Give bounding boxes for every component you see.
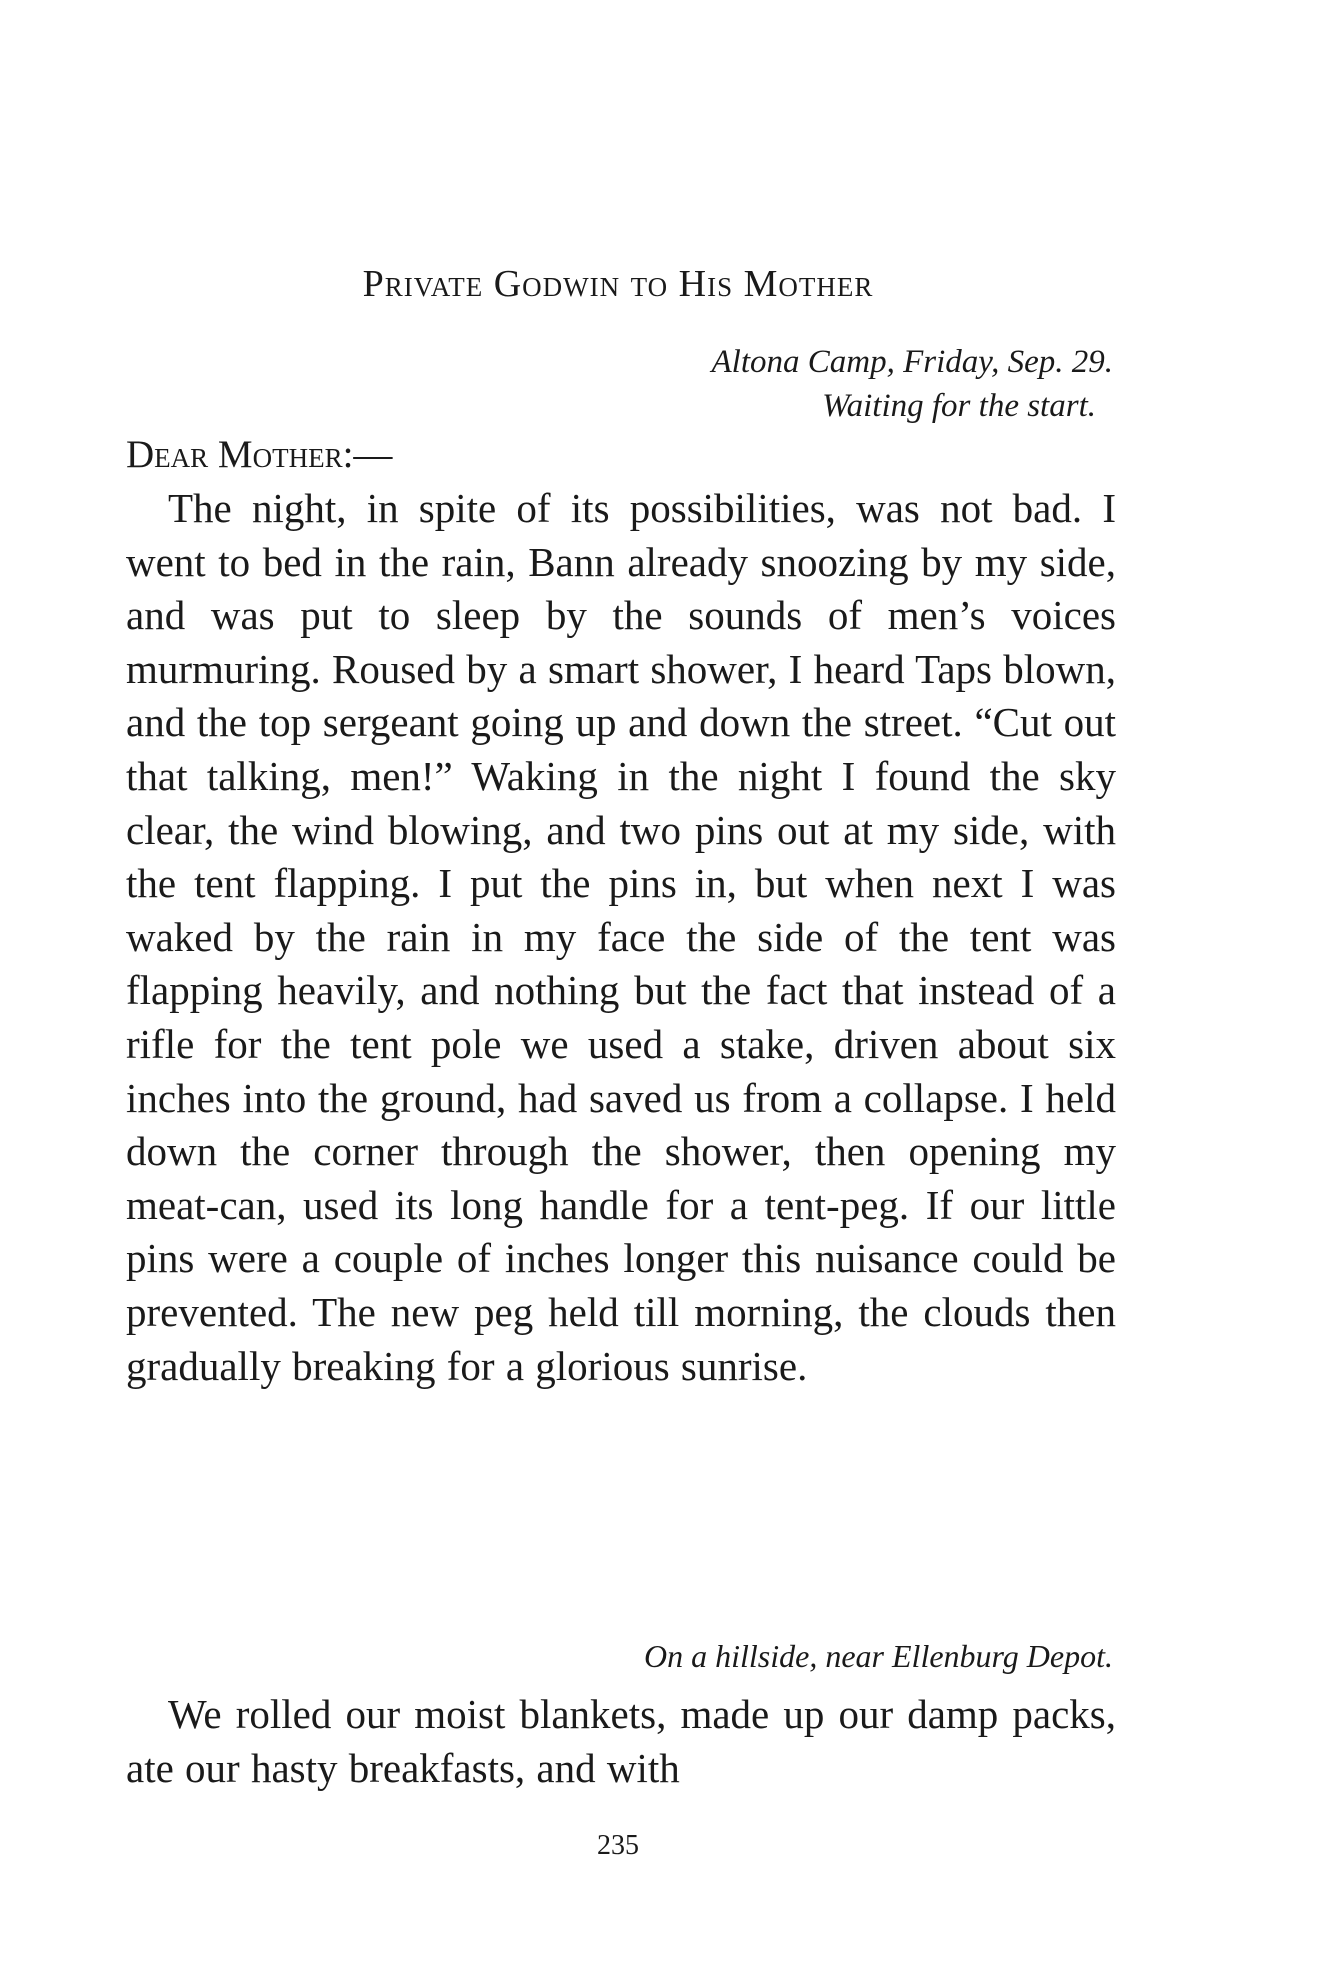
letter-salutation: Dear Mother:— — [126, 433, 393, 476]
letter-dateline-place: Altona Camp, Friday, Sep. 29. — [711, 344, 1113, 380]
section-dateline: On a hillside, near Ellenburg Depot. — [644, 1638, 1113, 1674]
page-number: 235 — [597, 1830, 639, 1861]
page-title: Private Godwin to His Mother — [362, 263, 874, 305]
letter-paragraph-1: The night, in spite of its possibilities, was not bad. I went to bed in the rain, Bann already snoozing by my side, and was put to sleep by the sounds of men’s voices murmuring. Roused by a smart shower, I heard Taps blown, and the top sergeant going up and down the street. “Cut out that talking, men!” Waking in the night I found the sky clear, the wind blowing, and two pins out at my side, with the tent flapping. I put the pins in, but when next I was waked by the rain in my face the side of the tent was flapping heavily, and nothing but the fact that instead of a rifle for the tent pole we used a stake, driven about six inches into the ground, had saved us from a collapse. I held down the corner through the shower, then opening my meat-can, used its long handle for a tent-peg. If our little pins were a couple of inches longer this nuisance could be prevented. The new peg held till morning, the clouds then gradually breaking for a glorious sunrise. — [126, 485, 1116, 1389]
letter-paragraph-2: We rolled our moist blankets, made up our damp packs, ate our hasty breakfasts, and with — [126, 1691, 1116, 1791]
letter-dateline-note: Waiting for the start. — [822, 388, 1096, 424]
